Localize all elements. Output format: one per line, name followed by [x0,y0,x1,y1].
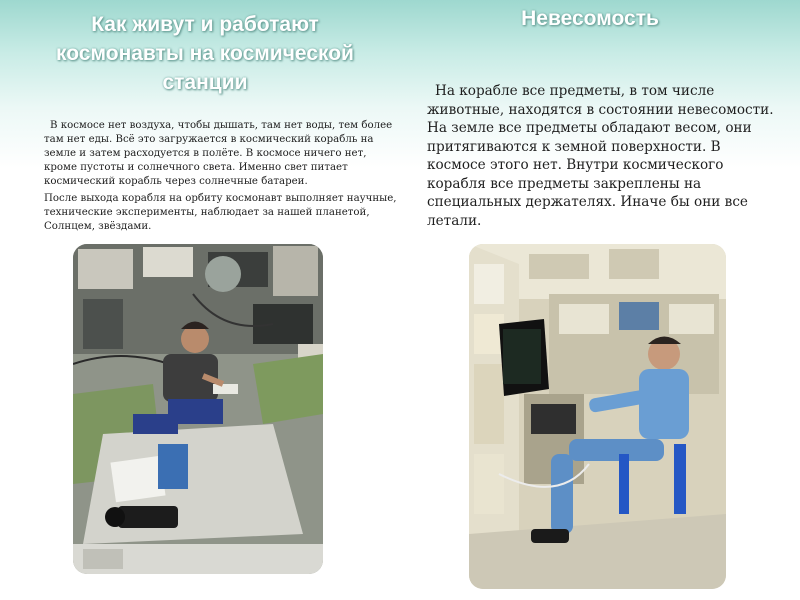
cosmonaut-at-desk-photo [73,244,323,574]
left-paragraph-1: В космосе нет воздуха, чтобы дышать, там нет воды, тем более там нет еды. Всё это загружается в космический корабль на земле и затем расходуется в полёте. В космосе ничего нет, кроме пустоты и солнечного света. Именно свет питает космический корабль через солнечные батареи. [44,120,393,187]
right-paragraph: На корабле все предметы, в том числе животные, находятся в состоянии невесомости. На земле все предметы обладают весом, они притягиваются к земной поверхности. В космосе этого нет. Внутри космического корабля все предметы закреплены на специальных держателях. Иначе бы они все летали. [427,83,774,229]
left-section-title: Как живут и работают космонавты на космической станции [56,13,354,94]
right-section-title: Невесомость [521,7,659,30]
left-paragraph-2: После выхода корабля на орбиту космонавт выполняет научные, технические эксперименты, наблюдает за нашей планетой, Солнцем, звёздами. [44,193,397,232]
left-section-body [44,119,399,237]
cosmonaut-at-console-photo [469,244,726,589]
right-section-body [427,82,777,230]
